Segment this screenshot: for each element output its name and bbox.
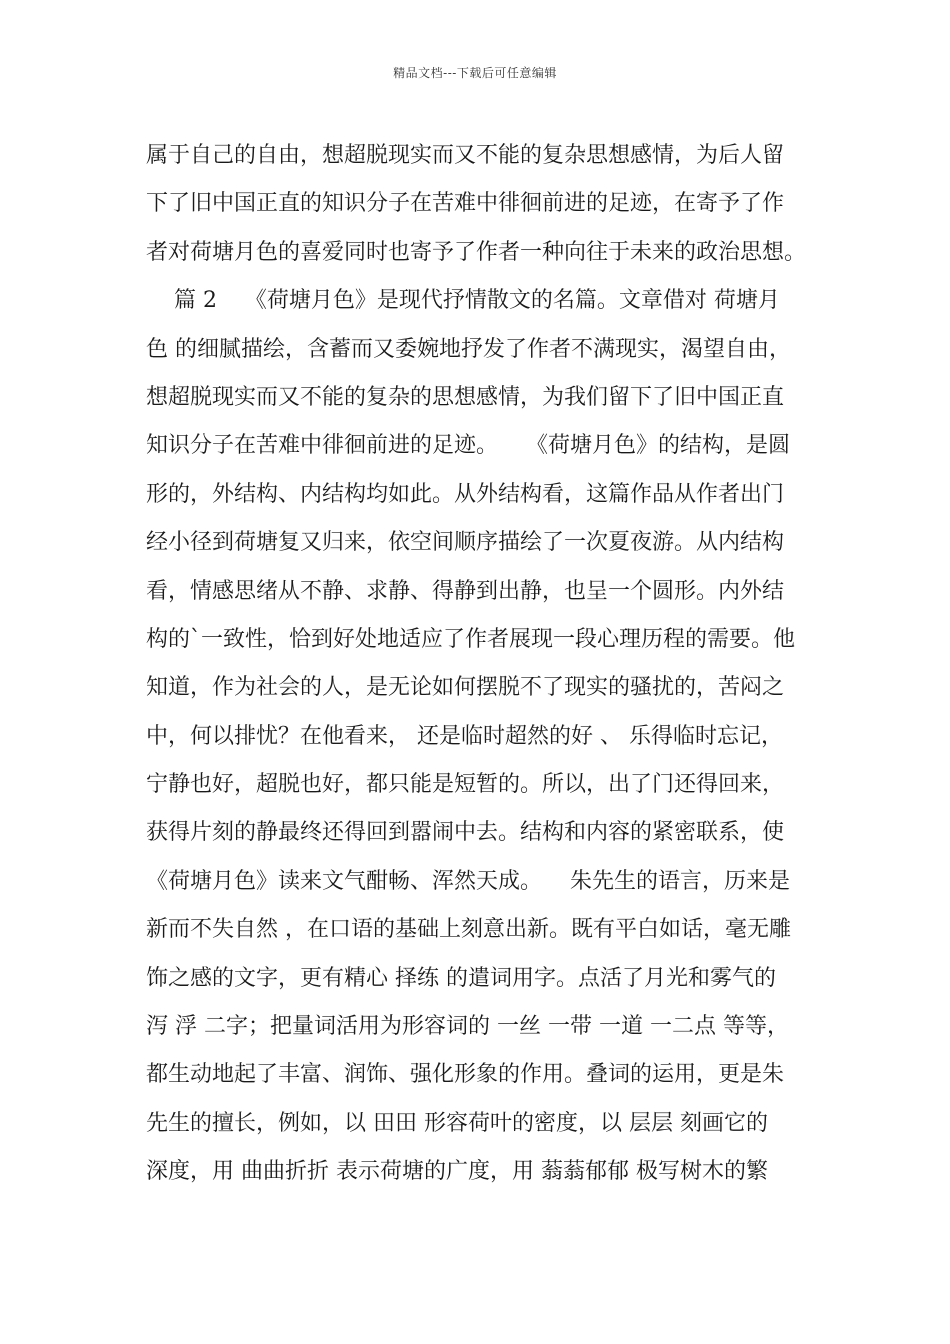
text-line: 先生的擅长，例如，以 田田 形容荷叶的密度，以 层层 刻画它的 <box>146 1110 768 1136</box>
text-line: 饰之感的文字，更有精心 择练 的遣词用字。点活了月光和雾气的 <box>146 965 776 991</box>
text-line: 构的`一致性，恰到好处地适应了作者展现一段心理历程的需要。他 <box>146 626 796 652</box>
page-header: 精品文档---下载后可任意编辑 <box>393 66 557 80</box>
text-line: 属于自己的自由，想超脱现实而又不能的复杂思想感情，为后人留 <box>146 143 785 168</box>
text-line: 想超脱现实而又不能的复杂的思想感情，为我们留下了旧中国正直 <box>146 384 785 410</box>
text-line: 中，何以排忧？在他看来， 还是临时超然的好 、 乐得临时忘记， <box>146 723 783 749</box>
text-line: 《荷塘月色》读来文气酣畅、浑然天成。 朱先生的语言，历来是 <box>146 868 790 894</box>
text-line: 知识分子在苦难中徘徊前进的足迹。 《荷塘月色》的结构，是圆 <box>146 433 790 459</box>
text-line: 新而不失自然 ，在口语的基础上刻意出新。既有平白如话，毫无雕 <box>146 917 791 943</box>
text-line: 看，情感思绪从不静、求静、得静到出静，也呈一个圆形。内外结 <box>146 578 785 604</box>
body-text <box>146 132 826 1197</box>
text-line: 获得片刻的静最终还得回到嚣闹中去。结构和内容的紧密联系，使 <box>146 820 785 846</box>
text-line: 形的，外结构、内结构均如此。从外结构看，这篇作品从作者出门 <box>146 481 785 507</box>
text-line: 宁静也好，超脱也好，都只能是短暂的。所以，出了门还得回来， <box>146 772 785 798</box>
text-line: 色 的细腻描绘，含蓄而又委婉地抒发了作者不满现实，渴望自由， <box>146 336 791 362</box>
text-line: 下了旧中国正直的知识分子在苦难中徘徊前进的足迹，在寄予了作 <box>146 191 785 217</box>
text-line: 篇 2 《荷塘月色》是现代抒情散文的名篇。文章借对 荷塘月 <box>146 288 780 314</box>
text-line: 深度，用 曲曲折折 表示荷塘的广度，用 蓊蓊郁郁 极写树木的繁 <box>146 1159 768 1185</box>
text-line: 知道，作为社会的人，是无论如何摆脱不了现实的骚扰的，苦闷之 <box>146 675 785 701</box>
text-line: 都生动地起了丰富、润饰、强化形象的作用。叠词的运用，更是朱 <box>146 1062 785 1088</box>
text-line: 者对荷塘月色的喜爱同时也寄予了作者一种向往于未来的政治思想。 <box>146 239 807 265</box>
text-line: 经小径到荷塘复又归来，依空间顺序描绘了一次夏夜游。从内结构 <box>146 530 785 556</box>
text-line: 泻 浮 二字；把量词活用为形容词的 一丝 一带 一道 一二点 等等， <box>146 1014 789 1040</box>
